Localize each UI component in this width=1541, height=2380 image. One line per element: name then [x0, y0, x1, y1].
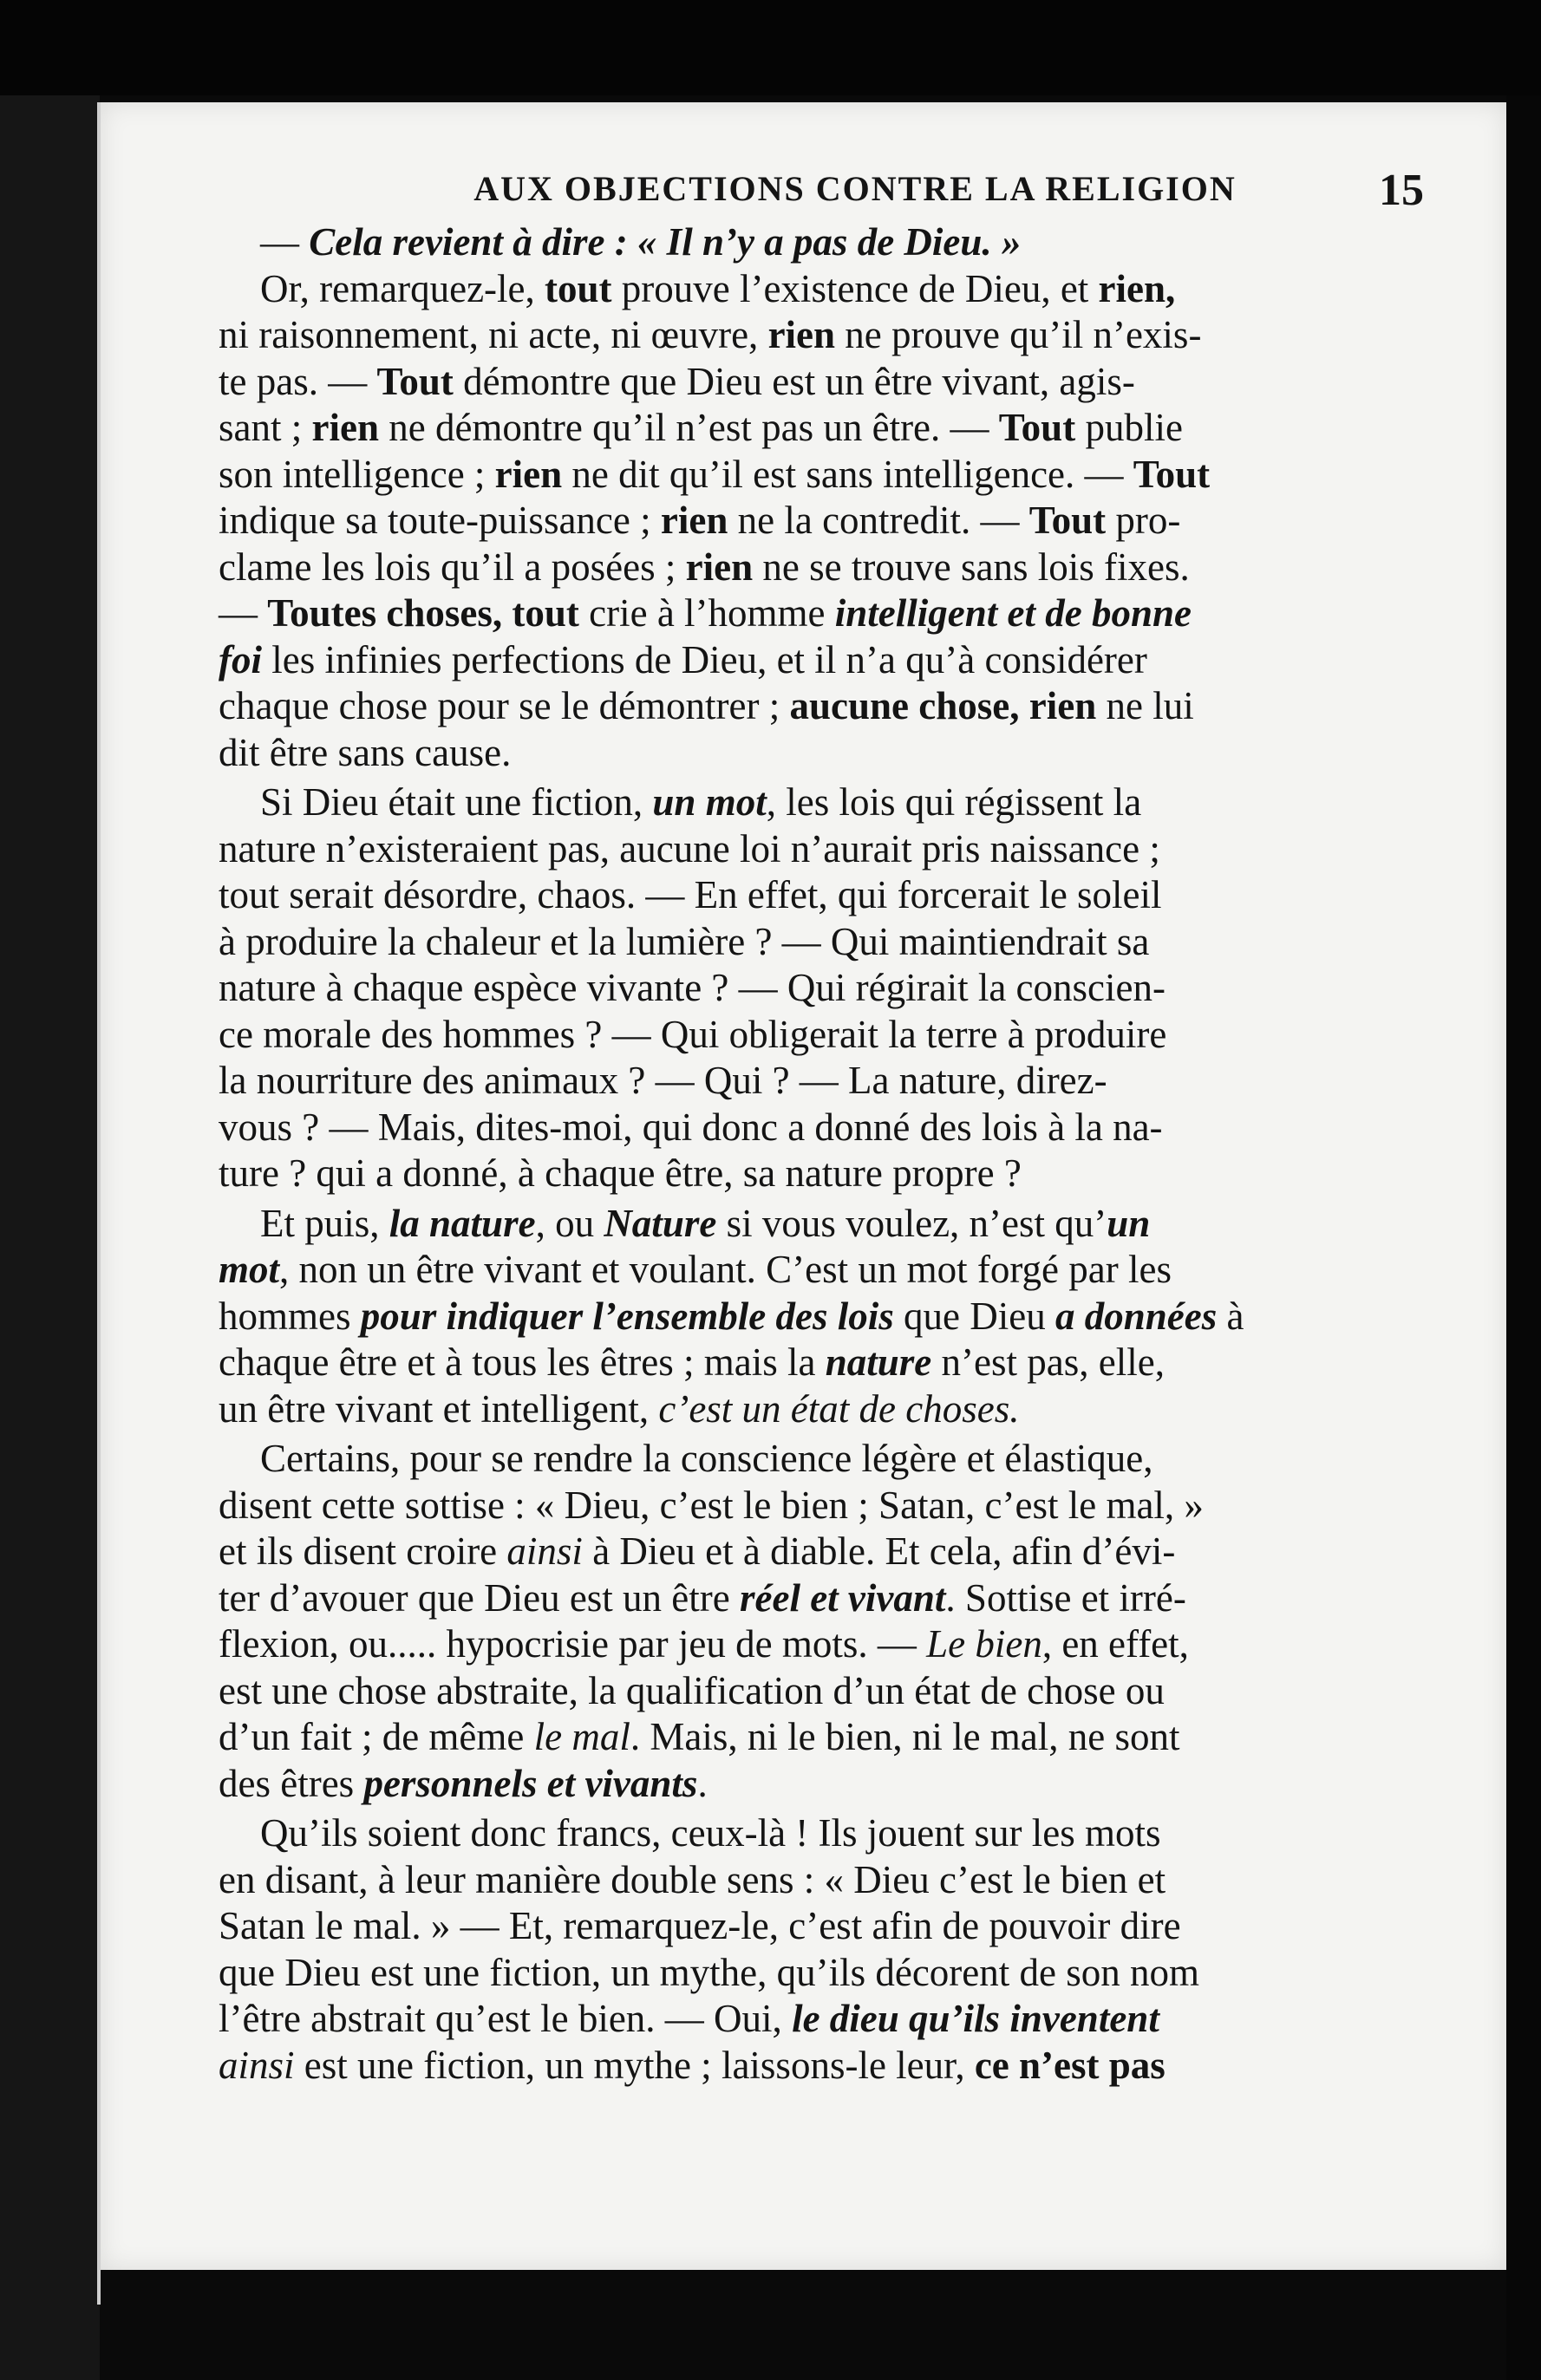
text-run: . — [697, 1761, 708, 1805]
text-run: Nature — [604, 1201, 717, 1245]
text-run: rien — [311, 406, 379, 449]
text-line — [219, 1621, 1459, 1668]
text-run: ni raisonnement, ni acte, ni œuvre, — [219, 313, 768, 356]
text-line — [219, 919, 1459, 966]
text-run: que Dieu est une fiction, un mythe, qu’ils décorent de son nom — [219, 1950, 1199, 1994]
text-run: hommes — [219, 1294, 361, 1338]
text-run: si vous voulez, n’est qu’ — [716, 1201, 1107, 1245]
text-run: nature — [825, 1340, 932, 1384]
text-run: ter d’avouer que Dieu est un être — [219, 1575, 740, 1620]
scan-left-edge — [0, 95, 100, 2380]
text-line — [219, 1012, 1459, 1059]
scan-right-edge — [1506, 95, 1541, 2380]
text-line — [219, 872, 1459, 919]
text-run: prouve l’existence de Dieu, et — [611, 266, 1099, 310]
text-run: pro- — [1106, 499, 1181, 542]
text-run: à Dieu et à diable. Et cela, afin d’évi- — [582, 1529, 1176, 1573]
text-line — [219, 1903, 1459, 1950]
text-run: a données — [1055, 1294, 1218, 1338]
text-run: — — [260, 220, 310, 264]
text-run: aucune chose, rien — [789, 684, 1097, 727]
text-line — [219, 590, 1459, 637]
text-line — [219, 1105, 1459, 1151]
text-line — [219, 730, 1459, 777]
text-run: à produire la chaleur et la lumière ? — Qui maintiendrait sa — [219, 919, 1150, 963]
text-run: les infinies perfections de Dieu, et il n’a qu’à considérer — [262, 637, 1147, 681]
text-line — [219, 219, 1459, 266]
text-run: ne la contredit. — — [728, 499, 1029, 542]
text-run: sant ; — [219, 406, 312, 449]
text-run: , les lois qui régissent la — [766, 780, 1142, 824]
text-run: . Mais, ni le bien, ni le mal, ne sont — [630, 1715, 1180, 1758]
text-line — [219, 779, 1459, 826]
text-run: Satan le mal. » — Et, remarquez-le, c’est afin de pouvoir dire — [219, 1904, 1181, 1947]
text-run: chaque chose pour se le démontrer ; — [219, 684, 790, 727]
text-run: le dieu qu’ils inventent — [792, 1997, 1159, 2040]
text-run: réel et vivant — [740, 1575, 946, 1620]
text-run: Or, remarquez-le, — [260, 266, 545, 310]
text-run: ainsi — [506, 1529, 583, 1573]
text-line — [219, 1247, 1459, 1294]
text-line — [219, 683, 1459, 730]
text-line — [219, 1575, 1459, 1622]
text-run: foi — [219, 637, 262, 681]
text-run: son intelligence ; — [219, 452, 495, 496]
text-run: tout serait désordre, chaos. — En effet, qui forcerait le soleil — [219, 873, 1162, 916]
text-run: Tout — [1028, 499, 1107, 542]
text-run: . Sottise et irré- — [945, 1575, 1186, 1620]
text-line — [219, 1668, 1459, 1715]
text-run: ne prouve qu’il n’exis- — [835, 313, 1202, 356]
text-run: Si Dieu était une fiction, — [260, 780, 653, 824]
text-line — [219, 1483, 1459, 1529]
scan-top-margin — [0, 0, 1541, 95]
text-run: est une fiction, un mythe ; laissons-le leur, — [294, 2043, 975, 2087]
text-run: le mal — [533, 1715, 630, 1758]
text-run: la nature — [389, 1201, 536, 1245]
text-line — [219, 544, 1459, 591]
text-line — [219, 1714, 1459, 1761]
text-run: l’être abstrait qu’est le bien. — Oui, — [219, 1997, 793, 2040]
text-run: que Dieu — [893, 1294, 1055, 1338]
text-run: c’est un état de choses. — [658, 1386, 1020, 1431]
text-run: ne démontre qu’il n’est pas un être. — — [378, 406, 999, 449]
text-run: rien, — [1098, 266, 1176, 310]
text-run: , ou — [535, 1201, 604, 1245]
text-line — [219, 1436, 1459, 1483]
text-run: un — [1107, 1201, 1151, 1245]
text-run: crie à l’homme — [578, 591, 835, 635]
text-line — [219, 1058, 1459, 1105]
text-line — [219, 1201, 1459, 1248]
text-line — [219, 1857, 1459, 1904]
text-run: la nourriture des animaux ? — Qui ? — La nature, direz- — [219, 1059, 1107, 1102]
text-run: nature à chaque espèce vivante ? — Qui régirait la conscien- — [219, 966, 1166, 1009]
text-line — [219, 1996, 1459, 2043]
text-run: disent cette sottise : « Dieu, c’est le bien ; Satan, c’est le mal, » — [219, 1483, 1204, 1527]
text-run: , en effet, — [1041, 1622, 1189, 1666]
text-run: un mot — [652, 780, 767, 824]
text-run: ture ? qui a donné, à chaque être, sa nature propre ? — [219, 1151, 1022, 1195]
text-run: Qu’ils soient donc francs, ceux-là ! Ils jouent sur les mots — [260, 1811, 1161, 1855]
text-run: nature n’existeraient pas, aucune loi n’aurait pris naissance ; — [219, 826, 1160, 870]
text-run: personnels et vivants — [363, 1761, 698, 1805]
text-run: ne lui — [1096, 684, 1194, 727]
text-line — [219, 359, 1459, 406]
text-run: Cela revient à dire : « Il n’y a pas de Dieu. » — [309, 220, 1022, 264]
text-run: un être vivant et intelligent, — [219, 1386, 659, 1431]
text-line — [219, 1151, 1459, 1197]
text-run: tout — [545, 266, 612, 310]
text-run: ne se trouve sans lois fixes. — [753, 544, 1190, 589]
text-line — [219, 1386, 1459, 1433]
text-run: des êtres — [219, 1761, 364, 1805]
text-line — [219, 2043, 1459, 2090]
text-run: n’est pas, elle, — [931, 1340, 1165, 1384]
text-line — [219, 405, 1459, 452]
text-run: indique sa toute-puissance ; — [219, 499, 661, 542]
text-run: clame les lois qu’il a posées ; — [219, 544, 686, 589]
text-line — [219, 452, 1459, 499]
text-run: ce morale des hommes ? — Qui obligerait la terre à produire — [219, 1012, 1167, 1056]
book-page — [101, 102, 1506, 2270]
text-run: démontre que Dieu est un être vivant, agis- — [453, 359, 1135, 403]
text-run: te pas. — — [219, 359, 377, 403]
text-run: publie — [1075, 406, 1183, 449]
text-line — [219, 266, 1459, 313]
text-line — [219, 1294, 1459, 1340]
text-line — [219, 1340, 1459, 1386]
text-line — [219, 1761, 1459, 1808]
text-run: rien — [494, 452, 563, 496]
body-text — [219, 219, 1459, 2089]
text-run: ne dit qu’il est sans intelligence. — — [562, 452, 1133, 496]
text-run: Tout — [1133, 452, 1211, 496]
text-line — [219, 637, 1459, 684]
text-run: rien — [660, 499, 728, 542]
text-run: pour indiquer l’ensemble des lois — [360, 1294, 894, 1338]
text-line — [219, 965, 1459, 1012]
text-run: ainsi — [219, 2043, 295, 2087]
text-run: dit être sans cause. — [219, 730, 512, 774]
text-run: Tout — [376, 359, 454, 403]
text-line — [219, 1529, 1459, 1575]
text-run: , non un être vivant et voulant. C’est un mot forgé par les — [279, 1248, 1172, 1291]
text-run: ce n’est pas — [974, 2043, 1166, 2087]
text-run: flexion, ou..... hypocrisie par jeu de mots. — — [219, 1622, 927, 1666]
text-run: est une chose abstraite, la qualification d’un état de chose ou — [219, 1668, 1165, 1712]
text-run: Toutes choses, tout — [267, 591, 579, 635]
text-run: mot — [219, 1248, 280, 1291]
text-run: Certains, pour se rendre la conscience légère et élastique, — [260, 1437, 1153, 1480]
text-run: Et puis, — [260, 1201, 389, 1245]
running-title: AUX OBJECTIONS CONTRE LA RELIGION — [473, 169, 1237, 208]
text-run: chaque être et à tous les êtres ; mais la — [219, 1340, 826, 1384]
page-number: 15 — [1379, 166, 1424, 215]
text-run: rien — [767, 313, 836, 356]
text-line — [219, 312, 1459, 359]
text-run: Le bien — [926, 1622, 1042, 1666]
text-run: — — [219, 591, 268, 635]
text-run: rien — [685, 544, 754, 589]
text-line — [219, 826, 1459, 873]
text-run: et ils disent croire — [219, 1529, 507, 1573]
text-run: à — [1217, 1294, 1244, 1338]
text-line — [219, 1810, 1459, 1857]
text-line — [219, 498, 1459, 544]
text-run: en disant, à leur manière double sens : « Dieu c’est le bien et — [219, 1857, 1166, 1901]
text-run: d’un fait ; de même — [219, 1715, 534, 1758]
text-run: vous ? — Mais, dites-moi, qui donc a donné des lois à la na- — [219, 1105, 1163, 1149]
text-line — [219, 1950, 1459, 1997]
text-run: intelligent et de bonne — [834, 591, 1192, 635]
text-run: Tout — [998, 406, 1076, 449]
